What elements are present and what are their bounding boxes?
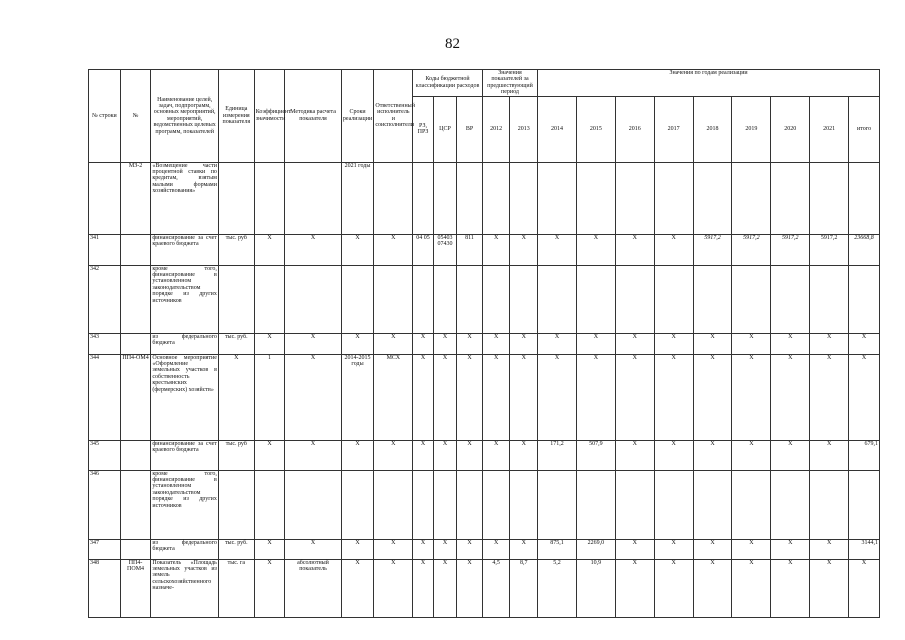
table-row [89,539,880,559]
header-method: Методика расчета показателя [285,70,341,163]
cell-v2021: X [810,440,849,470]
cell-terms: X [341,333,374,354]
cell-coef: X [254,234,285,265]
cell-row: 346 [89,470,121,539]
cell-method [285,162,341,234]
cell-v2017 [654,470,693,539]
cell-method: абсолютный показатель [285,559,341,617]
cell-v2021: X [810,539,849,559]
cell-unit [218,265,254,333]
table-row [89,354,880,440]
header-coef: Коэффициент значимости [254,70,285,163]
cell-v2016 [615,162,654,234]
cell-v2015: 507,9 [576,440,615,470]
cell-resp: X [374,333,413,354]
cell-v2012 [482,265,510,333]
cell-v2019: X [732,559,771,617]
header-csr: ЦСР [433,96,457,162]
cell-resp: МСХ [374,354,413,440]
cell-unit: тыс. руб. [218,333,254,354]
cell-row: 341 [89,234,121,265]
header-year-values: Значения по годам реализации [538,70,880,97]
table-row [89,234,880,265]
cell-coef [254,265,285,333]
cell-no [120,440,151,470]
cell-v2020 [771,470,810,539]
cell-name: финансирование за счет краевого бюджета [151,440,219,470]
cell-total [849,162,880,234]
cell-v2020: X [771,539,810,559]
cell-v2020: X [771,354,810,440]
cell-resp [374,162,413,234]
table-row [89,333,880,354]
cell-name: кроме того, финансирование в установленном законодательством порядке из других источников [151,265,219,333]
cell-rz: X [413,559,433,617]
cell-unit [218,162,254,234]
cell-v2019: X [732,354,771,440]
indicators-table [88,69,880,618]
header-vr: ВР [457,96,483,162]
cell-row: 347 [89,539,121,559]
cell-v2021: X [810,559,849,617]
cell-v2014: X [538,234,577,265]
cell-rz: 04 05 [413,234,433,265]
cell-v2020: X [771,440,810,470]
cell-name: Основное мероприятие «Оформление земельных участков в собственность крестьянских (фермерских) хозяйств» [151,354,219,440]
header-total: итого [849,96,880,162]
header-row-no: № строки [89,70,121,163]
cell-terms: X [341,539,374,559]
cell-v2019 [732,162,771,234]
cell-v2015: 2269,0 [576,539,615,559]
page-number: 82 [445,36,460,52]
cell-v2021 [810,162,849,234]
cell-v2013: X [510,333,538,354]
cell-total: X [849,333,880,354]
cell-rz: X [413,539,433,559]
cell-v2018: X [693,559,732,617]
cell-v2018 [693,470,732,539]
cell-coef: X [254,333,285,354]
header-unit: Единица измерения показателя [218,70,254,163]
cell-no [120,333,151,354]
cell-csr [433,470,457,539]
cell-vr: X [457,559,483,617]
cell-v2016: X [615,559,654,617]
cell-resp: X [374,559,413,617]
cell-v2014: 171,2 [538,440,577,470]
cell-v2013 [510,470,538,539]
cell-csr: X [433,559,457,617]
cell-v2018 [693,265,732,333]
cell-no [120,470,151,539]
cell-v2019: 5917,2 [732,234,771,265]
cell-v2012: X [482,333,510,354]
header-prev-values: Значения показателей за предшествующий период [482,70,537,97]
cell-v2020: X [771,559,810,617]
cell-name: из федерального бюджета [151,333,219,354]
cell-terms [341,265,374,333]
cell-unit: тыс. руб [218,234,254,265]
cell-row: 345 [89,440,121,470]
cell-v2015: X [576,333,615,354]
cell-v2018: X [693,333,732,354]
header-name: Наименование целей, задач, подпрограмм, основных мероприятий, мероприятий, ведомственных целевых программ, показателей [151,70,219,163]
cell-row: 348 [89,559,121,617]
cell-v2019 [732,265,771,333]
cell-rz [413,162,433,234]
cell-no [120,265,151,333]
cell-name: «Возмещение части процентной ставки по кредитам, взятым малыми формами хозяйствования» [151,162,219,234]
cell-row: 343 [89,333,121,354]
cell-v2019: X [732,440,771,470]
header-2014: 2014 [538,96,577,162]
cell-resp: X [374,539,413,559]
cell-vr [457,265,483,333]
cell-name: кроме того, финансирование в установленном законодательством порядке из других источников [151,470,219,539]
cell-v2013: X [510,440,538,470]
cell-v2014: 875,1 [538,539,577,559]
cell-v2016: X [615,354,654,440]
cell-coef: 1 [254,354,285,440]
cell-terms: 2014-2015 годы [341,354,374,440]
cell-v2016: X [615,234,654,265]
header-2012: 2012 [482,96,510,162]
cell-row: 342 [89,265,121,333]
header-2015: 2015 [576,96,615,162]
header-no: № [120,70,151,163]
header-2021: 2021 [810,96,849,162]
table-row [89,470,880,539]
cell-coef: X [254,539,285,559]
cell-row: 344 [89,354,121,440]
cell-vr: X [457,333,483,354]
cell-vr [457,470,483,539]
cell-v2015 [576,470,615,539]
cell-v2020: 5917,2 [771,234,810,265]
cell-v2016 [615,265,654,333]
cell-v2019: X [732,333,771,354]
cell-v2013: X [510,539,538,559]
cell-total: 3144,1 [849,539,880,559]
cell-csr [433,162,457,234]
cell-v2017: X [654,440,693,470]
cell-terms: X [341,559,374,617]
cell-v2018 [693,162,732,234]
cell-method: X [285,354,341,440]
cell-v2019 [732,470,771,539]
cell-unit: тыс. руб [218,440,254,470]
table-row [89,559,880,617]
cell-csr [433,265,457,333]
cell-name: Показатель «Площадь земельных участков из земель сельскохозяйственного назначе- [151,559,219,617]
cell-coef: X [254,559,285,617]
cell-resp [374,470,413,539]
cell-vr: X [457,354,483,440]
cell-v2013: X [510,354,538,440]
cell-v2017: X [654,539,693,559]
cell-v2017 [654,162,693,234]
cell-method: X [285,333,341,354]
cell-method: X [285,539,341,559]
cell-v2015 [576,265,615,333]
cell-rz: X [413,333,433,354]
cell-v2014: X [538,333,577,354]
cell-terms [341,470,374,539]
cell-resp [374,265,413,333]
cell-total: 679,1 [849,440,880,470]
cell-rz [413,265,433,333]
cell-v2021: X [810,354,849,440]
cell-v2013 [510,265,538,333]
cell-v2018: 5917,2 [693,234,732,265]
cell-v2016: X [615,440,654,470]
cell-no: ПП4-ОМ4 [120,354,151,440]
cell-method: X [285,234,341,265]
header-2017: 2017 [654,96,693,162]
cell-v2014 [538,265,577,333]
cell-coef [254,470,285,539]
cell-vr: X [457,539,483,559]
cell-v2013: 8,7 [510,559,538,617]
table-row [89,265,880,333]
cell-v2021: 5917,2 [810,234,849,265]
cell-v2012 [482,162,510,234]
cell-v2012: X [482,354,510,440]
cell-csr: X [433,539,457,559]
table-row [89,440,880,470]
cell-name: из федерального бюджета [151,539,219,559]
cell-method [285,265,341,333]
header-resp: Ответственный исполнитель и соисполнители [374,70,413,163]
cell-v2020 [771,162,810,234]
cell-v2018: X [693,539,732,559]
cell-rz: X [413,354,433,440]
cell-unit: тыс. га [218,559,254,617]
cell-method [285,470,341,539]
cell-terms: X [341,234,374,265]
header-budget-codes: Коды бюджетной классификации расходов [413,70,483,97]
cell-v2021: X [810,333,849,354]
cell-v2014 [538,470,577,539]
cell-v2016 [615,470,654,539]
cell-v2015 [576,162,615,234]
cell-coef [254,162,285,234]
cell-v2012: 4,5 [482,559,510,617]
cell-v2017: X [654,354,693,440]
cell-v2018: X [693,354,732,440]
cell-unit: X [218,354,254,440]
cell-v2018: X [693,440,732,470]
cell-v2013 [510,162,538,234]
cell-v2012: X [482,440,510,470]
cell-resp: X [374,234,413,265]
cell-v2017: X [654,234,693,265]
header-2016: 2016 [615,96,654,162]
header-2018: 2018 [693,96,732,162]
cell-v2017: X [654,333,693,354]
cell-no: МЗ-2 [120,162,151,234]
cell-v2020: X [771,333,810,354]
cell-v2015: X [576,354,615,440]
cell-terms: X [341,440,374,470]
cell-name: финансирование за счет краевого бюджета [151,234,219,265]
cell-v2014 [538,162,577,234]
cell-v2015: 10,9 [576,559,615,617]
cell-total [849,265,880,333]
header-2020: 2020 [771,96,810,162]
header-2019: 2019 [732,96,771,162]
header-2013: 2013 [510,96,538,162]
cell-coef: X [254,440,285,470]
cell-v2012 [482,470,510,539]
cell-csr: X [433,354,457,440]
cell-v2019: X [732,539,771,559]
cell-v2020 [771,265,810,333]
cell-v2016: X [615,333,654,354]
cell-v2014: 5,2 [538,559,577,617]
cell-row [89,162,121,234]
cell-total: X [849,354,880,440]
cell-v2014: X [538,354,577,440]
table-row [89,162,880,234]
cell-resp: X [374,440,413,470]
cell-v2013: X [510,234,538,265]
cell-vr: 811 [457,234,483,265]
cell-unit [218,470,254,539]
cell-v2017: X [654,559,693,617]
cell-vr: X [457,440,483,470]
cell-v2012: X [482,234,510,265]
header-terms: Сроки реализации [341,70,374,163]
cell-total [849,470,880,539]
cell-vr [457,162,483,234]
cell-method: X [285,440,341,470]
cell-total: 23668,8 [849,234,880,265]
cell-v2017 [654,265,693,333]
cell-v2012: X [482,539,510,559]
cell-no [120,539,151,559]
cell-csr: X [433,440,457,470]
cell-csr: 05403 07430 [433,234,457,265]
cell-unit: тыс. руб. [218,539,254,559]
cell-no [120,234,151,265]
cell-rz [413,470,433,539]
cell-rz: X [413,440,433,470]
cell-csr: X [433,333,457,354]
cell-v2021 [810,265,849,333]
cell-v2015: X [576,234,615,265]
cell-v2016: X [615,539,654,559]
cell-total: X [849,559,880,617]
cell-terms: 2021 годы [341,162,374,234]
header-rz: РЗ, ПРЗ [413,96,433,162]
cell-v2021 [810,470,849,539]
cell-no: ПП4-ПОМ4 [120,559,151,617]
